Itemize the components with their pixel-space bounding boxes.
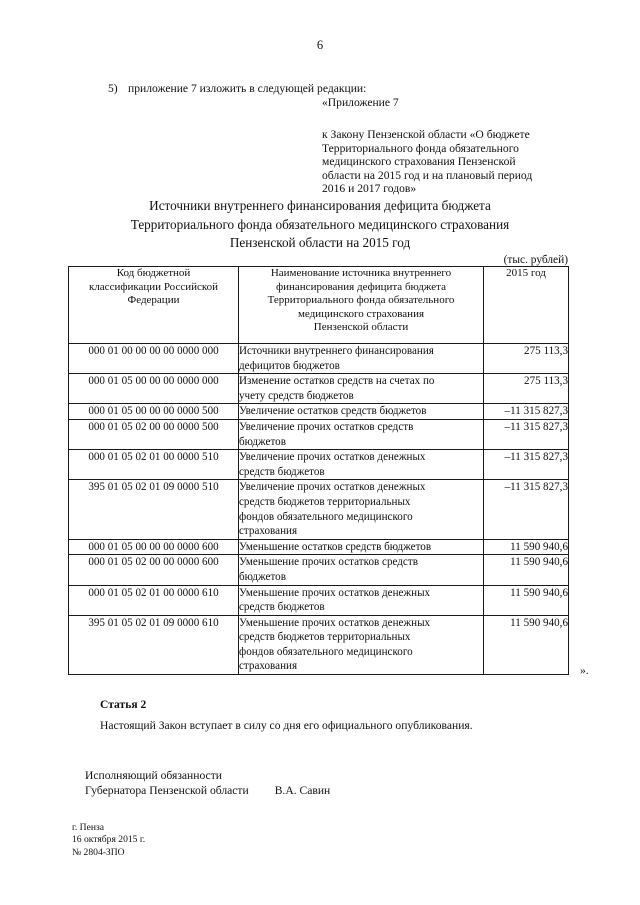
column-header-line: Территориального фонда обязательного [267, 294, 455, 307]
page-number: 6 [316, 38, 324, 52]
cell-source-name-line: Увеличение прочих остатков денежных [239, 451, 426, 464]
article-body: Настоящий Закон вступает в силу со дня его официального опубликования. [100, 719, 473, 732]
table-row [69, 615, 569, 674]
cell-amount-2015: 11 590 940,6 [484, 539, 569, 555]
cell-amount-2015: 275 113,3 [484, 374, 569, 404]
appendix-reference-line: медицинского страхования Пензенской [322, 155, 516, 169]
cell-source-name-line: бюджетов [239, 435, 286, 448]
signature-role-text: Губернатора Пензенской области [85, 784, 249, 797]
cell-amount-2015: –11 315 827,3 [484, 480, 569, 539]
cell-budget-code: 000 01 05 00 00 00 0000 000 [69, 374, 239, 404]
table-row [69, 555, 569, 585]
appendix-reference-line: к Закону Пензенской области «О бюджете [322, 128, 530, 141]
cell-amount-2015: 11 590 940,6 [484, 555, 569, 585]
footer-meta [72, 822, 145, 859]
cell-source-name-line: средств бюджетов территориальных [239, 495, 411, 508]
table-body [69, 344, 569, 675]
appendix-reference-line: Территориального фонда обязательного [322, 141, 519, 155]
cell-source-name-line: фондов обязательного медицинского [239, 645, 413, 658]
cell-amount-2015: 275 113,3 [484, 344, 569, 374]
column-header-line: Наименование источника внутреннего [270, 267, 452, 279]
column-header-value: 2015 год [484, 267, 569, 344]
cell-source-name-line: дефицитов бюджетов [239, 359, 340, 372]
appendix-reference-line: 2016 и 2017 годов» [322, 182, 417, 196]
footer-number: № 2804-ЗПО [72, 846, 125, 858]
cell-source-name-line: Увеличение остатков средств бюджетов [239, 405, 427, 418]
signature-role-line2 [85, 783, 330, 798]
signature-block [85, 768, 330, 798]
cell-source-name-line: Изменение остатков средств на счетах по [239, 375, 435, 388]
cell-source-name-line: Увеличение прочих остатков денежных [239, 481, 426, 494]
cell-source-name-line: средств бюджетов [239, 601, 325, 614]
cell-amount-2015: –11 315 827,3 [484, 419, 569, 449]
cell-budget-code: 395 01 05 02 01 09 0000 510 [69, 480, 239, 539]
signatory-name: В.А. Савин [274, 784, 331, 797]
budget-table-container [68, 266, 568, 675]
column-header-line: классификации Российской [88, 280, 219, 293]
cell-source-name-line: Источники внутреннего финансирования [239, 345, 434, 357]
page-title-line: Пензенской области на 2015 год [229, 235, 411, 251]
cell-budget-code: 000 01 00 00 00 00 0000 000 [69, 344, 239, 374]
table-row [69, 344, 569, 374]
footer-date: 16 октября 2015 г. [72, 834, 146, 846]
cell-source-name [239, 555, 484, 585]
cell-budget-code: 000 01 05 00 00 00 0000 500 [69, 404, 239, 420]
table-row [69, 419, 569, 449]
cell-source-name-line: Уменьшение прочих остатков средств [239, 556, 418, 569]
clause-text: приложение 7 изложить в следующей редакции: [128, 82, 367, 95]
column-header-line: финансирования дефицита бюджета [276, 280, 446, 293]
page-title-line: Территориального фонда обязательного медицинского страхования [130, 216, 510, 232]
column-header-line: Федерации [127, 294, 180, 307]
table-row [69, 585, 569, 615]
signature-role-line1: Исполняющий обязанности [85, 769, 222, 782]
column-header-code [69, 267, 239, 344]
cell-source-name-line: средств бюджетов [239, 465, 325, 478]
cell-budget-code: 000 01 05 02 01 00 0000 510 [69, 450, 239, 480]
clause-marker: 5) [108, 82, 118, 95]
cell-source-name-line: Уменьшение прочих остатков денежных [239, 616, 431, 629]
cell-source-name [239, 344, 484, 374]
cell-source-name-line: фондов обязательного медицинского [239, 510, 413, 523]
cell-amount-2015: 11 590 940,6 [484, 585, 569, 615]
cell-amount-2015: –11 315 827,3 [484, 450, 569, 480]
cell-source-name [239, 450, 484, 480]
cell-source-name-line: Уменьшение прочих остатков денежных [239, 586, 431, 599]
cell-source-name [239, 404, 484, 420]
cell-source-name-line: средств бюджетов территориальных [239, 631, 411, 644]
budget-table [68, 266, 569, 675]
article-heading: Статья 2 [100, 698, 147, 711]
page-title-line: Источники внутреннего финансирования дефицита бюджета [149, 198, 491, 213]
clause-line [108, 82, 366, 96]
table-row [69, 480, 569, 539]
table-row [69, 404, 569, 420]
cell-source-name-line: бюджетов [239, 570, 286, 583]
cell-budget-code: 000 01 05 02 00 00 0000 600 [69, 555, 239, 585]
cell-amount-2015: 11 590 940,6 [484, 615, 569, 674]
cell-source-name-line: Уменьшение остатков средств бюджетов [239, 540, 432, 553]
footer-city: г. Пенза [72, 822, 105, 833]
units-note: (тыс. рублей) [503, 254, 568, 266]
cell-source-name-line: страхования [239, 660, 298, 673]
cell-amount-2015: –11 315 827,3 [484, 404, 569, 420]
cell-budget-code: 000 01 05 00 00 00 0000 600 [69, 539, 239, 555]
cell-budget-code: 395 01 05 02 01 09 0000 610 [69, 615, 239, 674]
table-row [69, 374, 569, 404]
cell-source-name-line: учету средств бюджетов [239, 389, 354, 402]
appendix-reference [322, 128, 572, 196]
column-header-line: медицинского страхования [297, 307, 425, 320]
cell-source-name [239, 480, 484, 539]
cell-budget-code: 000 01 05 02 00 00 0000 500 [69, 419, 239, 449]
appendix-reference-line: области на 2015 год и на плановый период [322, 168, 533, 182]
table-row [69, 539, 569, 555]
cell-source-name-line: Увеличение прочих остатков средств [239, 420, 414, 433]
table-closing-mark: ». [580, 664, 589, 677]
page-title [60, 197, 580, 253]
table-row [69, 450, 569, 480]
cell-source-name [239, 419, 484, 449]
column-header-line: Пензенской области [313, 321, 409, 334]
column-header-line: Код бюджетной [116, 267, 191, 279]
cell-source-name [239, 539, 484, 555]
cell-source-name-line: страхования [239, 525, 298, 538]
table-header-row [69, 267, 569, 344]
appendix-title: «Приложение 7 [322, 96, 399, 109]
cell-source-name [239, 374, 484, 404]
column-header-name [239, 267, 484, 344]
cell-budget-code: 000 01 05 02 01 00 0000 610 [69, 585, 239, 615]
cell-source-name [239, 585, 484, 615]
cell-source-name [239, 615, 484, 674]
